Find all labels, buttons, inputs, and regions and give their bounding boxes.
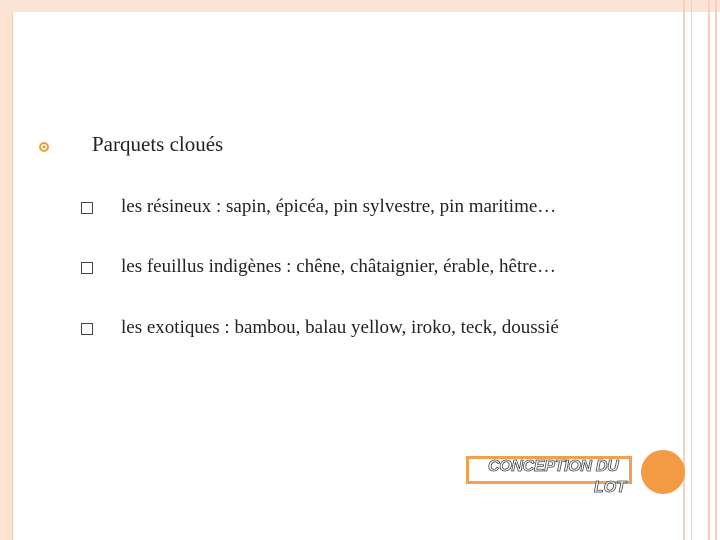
section-stamp-line2: LOT: [594, 479, 626, 496]
section-stamp-line1: CONCEPTION DU: [488, 458, 619, 475]
right-border-line: [691, 0, 692, 540]
right-border-line: [708, 0, 710, 540]
unicode-glyph-bullet-icon: [80, 201, 94, 215]
list-item-text: les exotiques : bambou, balau yellow, iroko, teck, doussié: [121, 317, 559, 338]
orange-circle-decoration: [641, 450, 685, 494]
sun-bullet-icon: [38, 141, 50, 153]
slide-heading: Parquets cloués: [92, 132, 224, 156]
unicode-glyph-bullet-icon: [80, 261, 94, 275]
unicode-glyph-bullet-icon: [80, 322, 94, 336]
list-item-text: les résineux : sapin, épicéa, pin sylvestre, pin maritime…: [121, 196, 557, 217]
right-border-line: [683, 0, 685, 540]
list-item-text: les feuillus indigènes : chêne, châtaignier, érable, hêtre…: [121, 256, 557, 277]
list-item: [80, 256, 640, 282]
right-border-line: [715, 0, 717, 540]
list-item: [80, 196, 640, 222]
list-item: [80, 317, 640, 343]
